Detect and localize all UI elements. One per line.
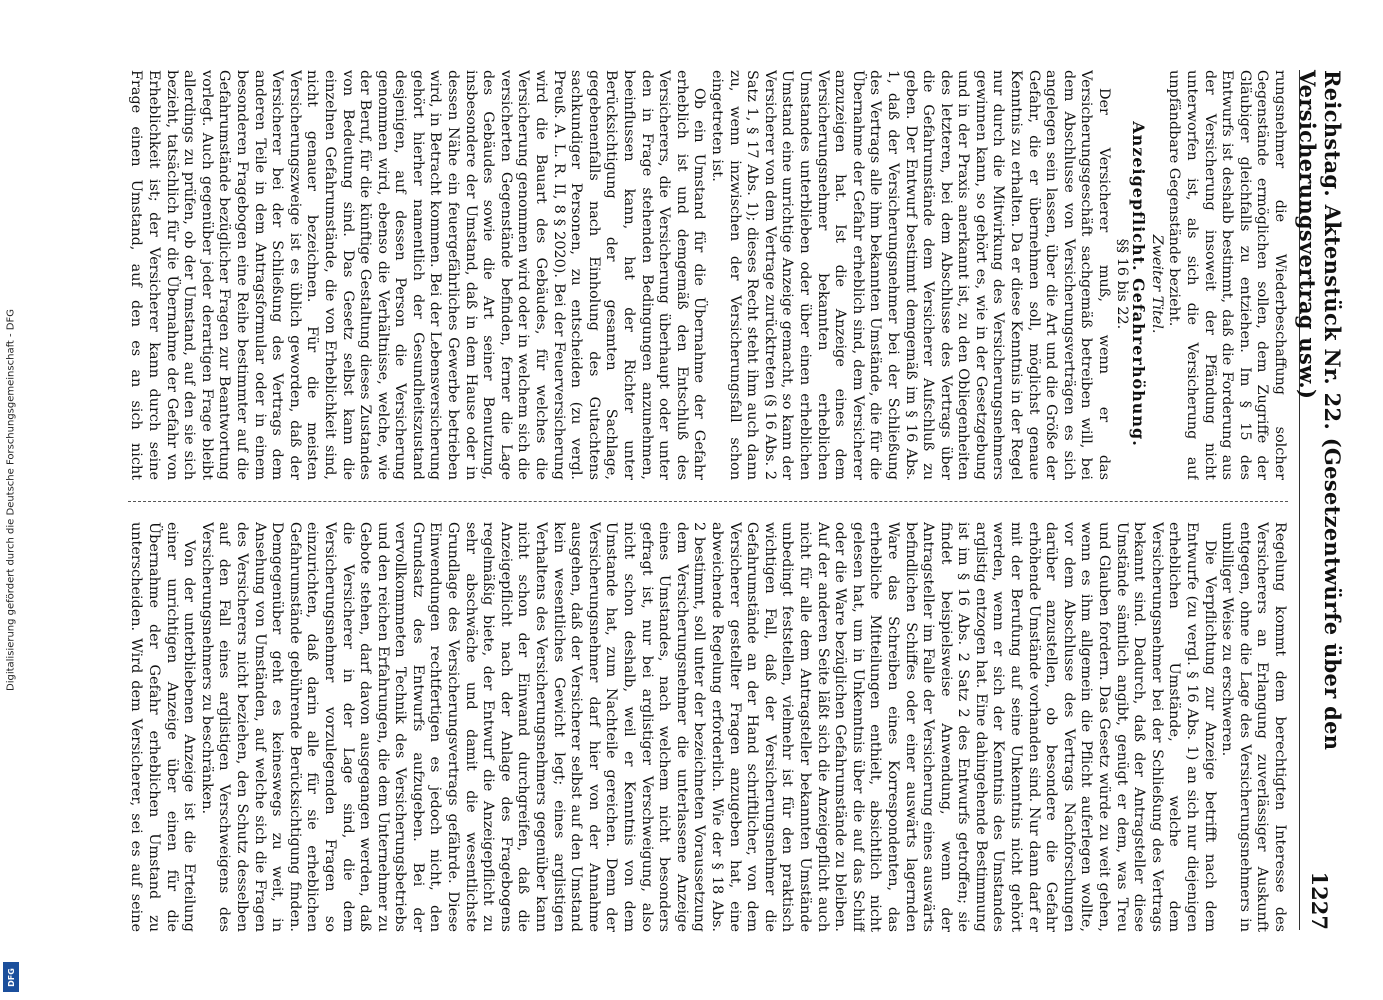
document-page [110, 40, 1345, 960]
right-paragraph-1: Regelung kommt dem berechtigten Interesse des Versicherers an Erlangung zuverlässiger Auskunft entgegen, ohne die Lage des Versicherungsnehmers in unbilliger Weise zu erschweren. [1219, 522, 1288, 932]
page-number: 1227 [1307, 871, 1333, 930]
running-head: Reichstag. Aktenstück Nr. 22. (Gesetzentwürfe über den Versicherungsvertrag usw.) [1295, 70, 1345, 751]
right-paragraph-3: Von der unterbliebenen Anzeige ist die Erteilung einer unrichtigen Anzeige über einen für die Übernahme der Gefahr erheblichen Umstand zu unterscheiden. Wird dem Versicherer, sei es auf seine [128, 522, 198, 932]
section-title-main: Anzeigepflicht. Gefahrerhöhung. [1129, 121, 1149, 447]
right-column [128, 522, 1288, 932]
left-column [128, 70, 1288, 480]
page-header [1295, 70, 1345, 930]
left-paragraph-1: rungsnehmer die Wiederbeschaffung solcher Gegenstände ermöglichen sollen, dem Zugriffe der Gläubiger gleichfalls zu entziehen. Im § 15 des Entwurfs ist deshalb bestimmt, daß die Forderung aus der Versicherung insoweit der Pfändung nicht unterworfen ist, als sich die Versicherung auf unpfändbare Gegenstände bezieht. [1166, 70, 1288, 480]
section-range: §§ 16 bis 22. [1113, 238, 1130, 330]
section-title-sub: Zweiter Titel. [1148, 234, 1165, 334]
left-paragraph-2: Der Versicherer muß, wenn er das Versicherungsgeschäft sachgemäß betreiben will, bei dem Abschlusse von Versicherungsverträgen es sich angelegen sein lassen, über die Art und die Größe der Gefahr, die er übernehmen soll, möglichst genaue Kenntnis zu erhalten. Da er diese Kenntnis in der Regel nur durch die Mitwirkung des Versicherungsnehmers gewinnen kann, so gehört es, wie in der Gesetzgebung und in der Praxis anerkannt ist, zu den Obliegenheiten des letzteren, bei dem Abschlusse des Vertrags über die Gefahrumstände dem Versicherer Aufschluß zu geben. Der Entwurf bestimmt demgemäß im § 16 Abs. 1, daß der Versicherungsnehmer bei der Schließung des Vertrags alle ihm bekannten Umstände, die für die Übernahme der Gefahr erheblich sind, dem Versicherer anzuzeigen hat. Ist die Anzeige eines dem Versicherungsnehmer bekannten erheblichen Umstandes unterblieben oder über einen erheblichen Umstand eine unrichtige Anzeige gemacht, so kann der Versicherer von dem Vertrage zurücktreten (§ 16 Abs. 2 Satz 1, § 17 Abs. 1); dieses Recht steht ihm auch dann zu, wenn inzwischen der Versicherungsfall schon eingetreten ist. [709, 70, 1113, 480]
right-paragraph-2: Die Verpflichtung zur Anzeige betrifft nach dem Entwurfe (zu vergl. § 16 Abs. 1) an sich nur diejenigen erheblichen Umstände, welche dem Versicherungsnehmer bei der Schließung des Vertrags bekannt sind. Dadurch, daß der Antragsteller diese Umstände sämtlich angibt, genügt er dem, was Treu und Glauben fordern. Das Gesetz würde zu weit gehen, wenn es ihm allgemein die Pflicht auferlegen wollte, vor dem Abschlusse des Vertrags Nachforschungen darüber anzustellen, ob besondere die Gefahr erhöhende Umstände vorhanden sind. Nur dann darf er mit der Berufung auf seine Unkenntnis nicht gehört werden, wenn er sich der Kenntnis des Umstandes arglistig entzogen hat. Eine dahingehende Bestimmung ist im § 16 Abs. 2 Satz 2 des Entwurfs getroffen; sie findet beispielsweise Anwendung, wenn der Antragsteller im Falle der Versicherung eines auswärts befindlichen Schiffes oder einer auswärts lagernden Ware das Schreiben eines Korrespondenten, das erhebliche Mitteilungen enthielt, absichtlich nicht gelesen hat, um in Unkenntnis über die auf das Schiff oder die Ware bezüglichen Gefahrumstände zu bleiben. Auf der anderen Seite läßt sich die Anzeigepflicht auch nicht für alle dem Antragsteller bekannten Umstände unbedingt feststellen, vielmehr ist für den praktisch wichtigen Fall, daß der Versicherungsnehmer die Gefahrumstände an der Hand schriftlicher, von dem Versicherer gestellter Fragen anzugeben hat, eine abweichende Regelung erforderlich. Wie der § 18 Abs. 2 bestimmt, soll unter der bezeichneten Voraussetzung dem Versicherungsnehmer die unterlassene Anzeige eines Umstandes, nach welchem nicht besonders gefragt ist, nur bei arglistiger Verschweigung, also nicht schon deshalb, weil er Kenntnis von dem Umstande hat, zum Nachteile gereichen. Denn der Versicherungsnehmer darf hier von der Annahme ausgehen, daß der Versicherer selbst auf den Umstand kein wesentliches Gewicht legt; eines arglistigen Verhaltens des Versicherungsnehmers gegenüber kann nicht schon der Einwand durchgreifen, daß die Anzeigepflicht nach der Anlage des Fragebogens regelmäßig biete, der Entwurf die Anzeigepflicht zu sehr abschwäche und damit die wesentlichste Grundlage des Versicherungsvertrags gefährde. Diese Einwendungen rechtfertigen es jedoch nicht, den Grundsatz des Entwurfs aufzugeben. Bei der vervollkommneten Technik des Versicherungsbetriebs und den reichen Erfahrungen, die dem Unternehmer zu Gebote stehen, darf davon ausgegangen werden, daß die Versicherer in der Lage sind, die dem Versicherungsnehmer vorzulegenden Fragen so einzurichten, daß darin alle für sie erheblichen Gefahrumstände gebührende Berücksichtigung finden. Demgegenüber geht es keineswegs zu weit, in Ansehung von Umständen, auf welche sich die Fragen des Versicherers nicht beziehen, den Schutz desselben auf den Fall eines arglistigen Verschweigens des Versicherungsnehmers zu beschränken. [198, 522, 1218, 932]
credit-text: Digitalisierung gefördert durch die Deutsche Forschungsgemeinschaft - DFG [5, 308, 17, 692]
dfg-logo-text: DFG [6, 967, 16, 987]
dfg-logo [3, 962, 19, 992]
column-divider [128, 501, 1288, 502]
left-paragraph-3: Ob ein Umstand für die Übernahme der Gefahr erheblich ist und demgemäß den Entschluß des Versicherers, die Versicherung überhaupt oder unter den in Frage stehenden Bedingungen anzunehmen, beeinflussen kann, hat der Richter unter Berücksichtigung der gesamten Sachlage, gegebenenfalls nach Einholung des Gutachtens sachkundiger Personen, zu entscheiden (zu vergl. Preuß. A. L. R. II, 8 § 2020). Bei der Feuerversicherung wird die Bauart des Gebäudes, für welches die Versicherung genommen wird oder in welchem sich die versicherten Gegenstände befinden, ferner die Lage des Gebäudes sowie die Art seiner Benutzung, insbesondere der Umstand, daß in dem Hause oder in dessen Nähe ein feuergefährliches Gewerbe betrieben wird, in Betracht kommen. Bei der Lebensversicherung gehört hierher namentlich der Gesundheitszustand desjenigen, auf dessen Person die Versicherung genommen wird, ebenso die Verhältnisse, welche, wie der Beruf, für die künftige Gestaltung dieses Zustandes von Bedeutung sind. Das Gesetz selbst kann die einzelnen Gefahrumstände, die von Erheblichkeit sind, nicht genauer bezeichnen. Für die meisten Versicherungszweige ist es üblich geworden, daß der Versicherer bei der Schließung des Vertrags dem anderen Teile in dem Antragsformular oder in einem besonderen Fragebogen eine Reihe bestimmter auf die Gefahrumstände bezüglicher Fragen zur Beantwortung vorlegt. Auch gegenüber jeder derartigen Frage bleibt allerdings zu prüfen, ob der Umstand, auf den sie sich bezieht, tatsächlich für die Übernahme der Gefahr von Erheblichkeit ist; der Versicherer kann durch seine Frage einen Umstand, auf den es an sich nicht [128, 70, 708, 480]
digitization-credit [0, 0, 22, 1000]
